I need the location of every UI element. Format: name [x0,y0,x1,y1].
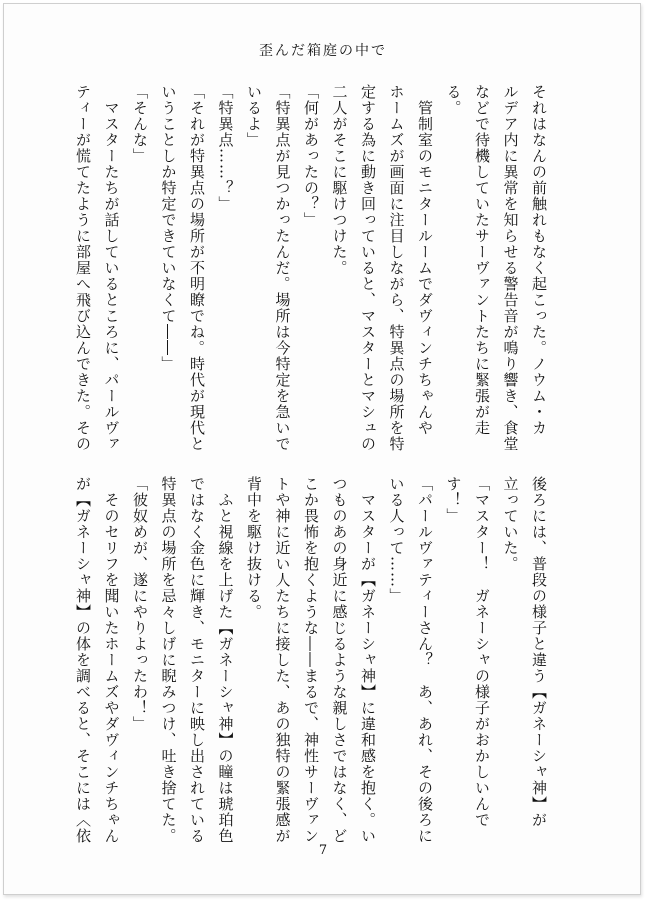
text-line: それはなんの前触れもなく起こった。ノウム・カ [530,84,548,436]
text-line: 立っていた。 [501,476,520,572]
text-line: ティーが慌てたように部屋へ飛び込んできた。その [74,84,92,452]
text-line: トや神に近い人たちに接した、あの独特の緊張感が [273,476,292,844]
text-line: 「特異点……？」 [216,84,235,212]
text-line: 「特異点が見つかったんだ。場所は今特定を急いで [273,84,292,452]
text-line: 定する為に動き回っていると、マスターとマシュの [359,84,377,452]
text-line: こか畏怖を抱くような――まるで、神性サーヴァン [302,476,320,844]
text-line: 後ろには、普段の様子と違う【ガネーシャ神】が [530,476,548,828]
page-number: 7 [318,843,328,858]
text-line: 「そんな」 [131,84,149,164]
text-line: ホームズが画面に注目しながら、特異点の場所を特 [387,84,406,452]
text-line: 背中を駆け抜ける。 [245,476,263,620]
text-line: 「マスター！ ガネーシャの様子がおかしいんで [473,476,491,828]
text-line: 「何があったの？」 [302,84,320,228]
text-line: 「彼奴めが、遂にやりよったわ！」 [131,476,149,732]
text-line: 管制室のモニタールームでダヴィンチちゃんや [416,84,434,436]
body-text-upper [74,84,553,452]
text-line: マスターたちが話しているところに、パールヴァ [102,84,121,452]
text-line: ルデア内に異常を知らせる警告音が鳴り響き、食堂 [501,84,520,452]
text-line: ではなく金色に輝き、モニターに映し出されている [188,476,206,844]
text-line: マスターが【ガネーシャ神】に違和感を抱く。い [359,476,377,844]
text-line: ふと視線を上げた【ガネーシャ神】の瞳は琥珀色 [216,476,235,844]
text-line: が【ガネーシャ神】の体を調べると、そこには〈依 [74,476,92,844]
text-line: す！」 [444,476,463,524]
text-line: などで待機していたサーヴァントたちに緊張が走 [473,84,491,436]
text-line: る。 [444,84,463,116]
text-line: 特異点の場所を忌々しげに睨みつけ、吐き捨てた。 [159,476,178,844]
running-title: 歪んだ箱庭の中で [259,43,387,59]
text-line: つものあの身近に感じるような親しさではなく、ど [330,476,349,844]
text-line: そのセリフを聞いたホームズやダヴィンチちゃん [102,476,121,844]
text-line: 二人がそこに駆けつけた。 [330,84,349,276]
text-line: 「それが特異点の場所が不明瞭でね。時代が現代と [188,84,206,452]
text-line: 「パールヴァティーさん？ あ、あれ、その後ろに [416,476,434,844]
body-text-lower [74,476,553,844]
text-line: いる人って……」 [387,476,406,604]
text-line: いうことしか特定できていなくて――」 [159,84,178,372]
text-line: いるよ」 [245,84,263,148]
